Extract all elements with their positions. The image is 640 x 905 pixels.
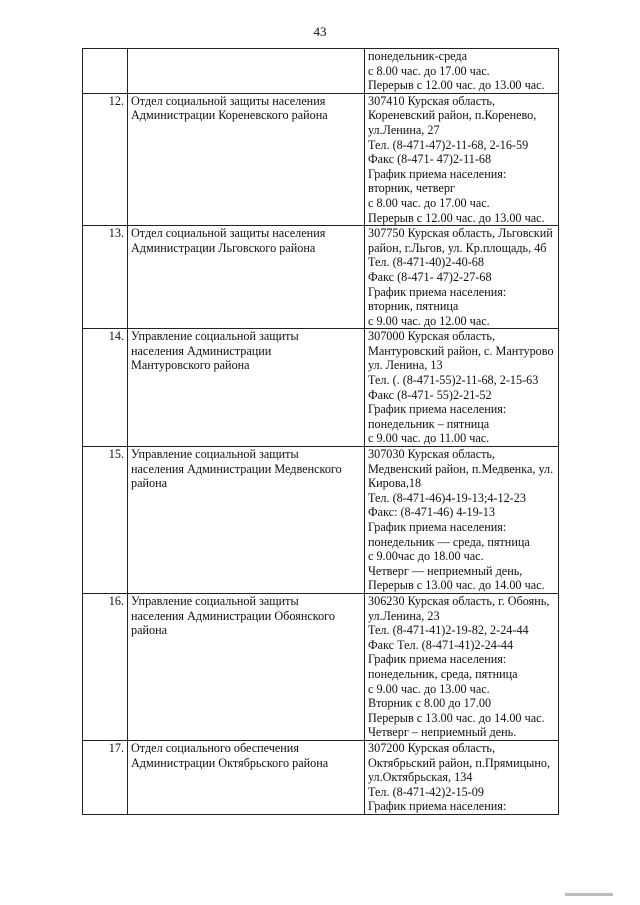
organization-name-line: Отдел социального обеспечения: [131, 740, 299, 755]
organization-name: [128, 740, 365, 814]
contact-info-line: понедельник-среда: [368, 49, 468, 63]
organization-name: [128, 593, 365, 740]
contact-info: [365, 329, 559, 447]
organization-name-line: населения Администрации Обоянского: [131, 608, 335, 623]
contact-info-line: район, г.Льгов, ул. Кр.площадь, 4б: [368, 240, 547, 255]
contact-info-line: Тел. (8-471-42)2-15-09: [368, 784, 484, 799]
contact-info-line: Октябрьский район, п.Прямицыно,: [368, 755, 551, 770]
contact-info-line: понедельник – пятница: [368, 416, 490, 431]
contact-info-line: ул.Ленина, 27: [368, 122, 440, 137]
contact-info-line: Мантуровский район, с. Мантурово: [368, 343, 554, 358]
organization-name-line: Отдел социальной защиты населения: [131, 93, 326, 108]
row-number: 12.: [83, 93, 128, 225]
contact-info-line: Тел. (8-471-47)2-11-68, 2-16-59: [368, 137, 529, 152]
contact-info-line: 307750 Курская область, Льговский: [368, 226, 553, 241]
organization-name: [128, 93, 365, 225]
contact-info-line: Факс Тел. (8-471-41)2-24-44: [368, 637, 514, 652]
contact-info: [365, 93, 559, 225]
contact-info-line: вторник, пятница: [368, 299, 459, 314]
contact-info-line: вторник, четверг: [368, 181, 455, 196]
contact-info-line: Факс (8-471- 55)2-21-52: [368, 387, 492, 402]
contact-info-line: Факс (8-471- 47)2-27-68: [368, 269, 492, 284]
contact-info-line: График приема населения:: [368, 284, 507, 299]
contact-info-line: с 8.00 час. до 17.00 час.: [368, 63, 490, 78]
contact-info-line: понедельник, среда, пятница: [368, 666, 518, 681]
social-protection-offices-table: [82, 48, 559, 815]
organization-name-line: Управление социальной защиты: [131, 329, 299, 344]
contact-info: [365, 447, 559, 594]
contact-info-line: Перерыв с 12.00 час. до 13.00 час.: [368, 210, 545, 225]
contact-info: [365, 226, 559, 329]
row-number: 15.: [83, 447, 128, 594]
contact-info: [365, 740, 559, 814]
contact-info-line: с 9.00 час. до 11.00 час.: [368, 431, 490, 446]
table-row: [83, 447, 559, 594]
contact-info-line: 307030 Курская область,: [368, 447, 496, 462]
contact-info-line: 306230 Курская область, г. Обоянь,: [368, 593, 550, 608]
organization-name: [128, 329, 365, 447]
scan-edge-mark: [565, 893, 613, 896]
contact-info-line: Перерыв с 13.00 час. до 14.00 час.: [368, 578, 545, 593]
contact-info-line: с 9.00 час. до 13.00 час.: [368, 681, 490, 696]
organization-name-line: населения Администрации Медвенского: [131, 461, 342, 476]
organization-name-line: населения Администрации: [131, 343, 272, 358]
contact-info-line: Тел. (. (8-471-55)2-11-68, 2-15-63: [368, 373, 539, 388]
organization-name-line: Управление социальной защиты: [131, 593, 299, 608]
organization-name-line: района: [131, 476, 168, 491]
contact-info-line: Вторник с 8.00 до 17.00: [368, 696, 492, 711]
organization-name-line: Управление социальной защиты: [131, 447, 299, 462]
table-row: [83, 226, 559, 329]
contact-info-line: 307200 Курская область,: [368, 740, 496, 755]
contact-info-line: График приема населения:: [368, 799, 507, 814]
row-number: 14.: [83, 329, 128, 447]
table-row: [83, 49, 559, 94]
contact-info-line: 307410 Курская область,: [368, 93, 496, 108]
contact-info-line: Перерыв с 13.00 час. до 14.00 час.: [368, 710, 545, 725]
contact-info-line: Кирова,18: [368, 476, 422, 491]
contact-info: [365, 593, 559, 740]
contact-info-line: Четверг — неприемный день,: [368, 563, 523, 578]
contact-info-line: ул. Ленина, 13: [368, 358, 443, 373]
contact-info-line: Тел. (8-471-40)2-40-68: [368, 255, 484, 270]
organization-name-line: Администрации Октябрьского района: [131, 755, 329, 770]
organization-name: [128, 49, 365, 94]
contact-info-line: ул.Октябрьская, 134: [368, 770, 473, 785]
contact-info-line: Факс: (8-471-46) 4-19-13: [368, 505, 495, 520]
contact-info-line: Медвенский район, п.Медвенка, ул.: [368, 461, 554, 476]
contact-info-line: График приема населения:: [368, 520, 507, 534]
row-number: 17.: [83, 740, 128, 814]
table-row: [83, 593, 559, 740]
row-number: 13.: [83, 226, 128, 329]
contact-info-line: понедельник — среда, пятница: [368, 534, 530, 549]
contact-info-line: Четверг – неприемный день.: [368, 725, 517, 740]
organization-name: [128, 447, 365, 594]
contact-info: [365, 49, 559, 94]
organization-name-line: района: [131, 623, 168, 638]
contact-info-line: График приема населения:: [368, 402, 507, 417]
contact-info-line: Тел. (8-471-46)4-19-13;4-12-23: [368, 490, 526, 505]
contact-info-line: Перерыв с 12.00 час. до 13.00 час.: [368, 78, 545, 93]
organization-name: [128, 226, 365, 329]
contact-info-line: с 8.00 час. до 17.00 час.: [368, 195, 490, 210]
row-number: 16.: [83, 593, 128, 740]
organization-name-line: Мантуровского района: [131, 358, 250, 373]
table-row: [83, 93, 559, 225]
contact-info-line: с 9.00 час. до 12.00 час.: [368, 313, 490, 328]
contact-info-line: График приема населения:: [368, 652, 507, 667]
contact-info-line: Факс (8-471- 47)2-11-68: [368, 152, 492, 167]
contact-info-line: Кореневский район, п.Коренево,: [368, 108, 537, 123]
row-number: [83, 49, 128, 94]
contact-info-line: 307000 Курская область,: [368, 329, 496, 344]
page-number: 43: [313, 24, 327, 39]
contact-info-line: График приема населения:: [368, 166, 507, 181]
contact-info-line: с 9.00час до 18.00 час.: [368, 549, 484, 564]
table-row: [83, 740, 559, 814]
contact-info-line: ул.Ленина, 23: [368, 608, 440, 623]
table-body: [83, 49, 559, 815]
organization-name-line: Администрации Кореневского района: [131, 108, 328, 123]
contact-info-line: Тел. (8-471-41)2-19-82, 2-24-44: [368, 623, 529, 638]
organization-name-line: Отдел социальной защиты населения: [131, 226, 326, 241]
table-row: [83, 329, 559, 447]
organization-name-line: Администрации Льговского района: [131, 240, 316, 255]
